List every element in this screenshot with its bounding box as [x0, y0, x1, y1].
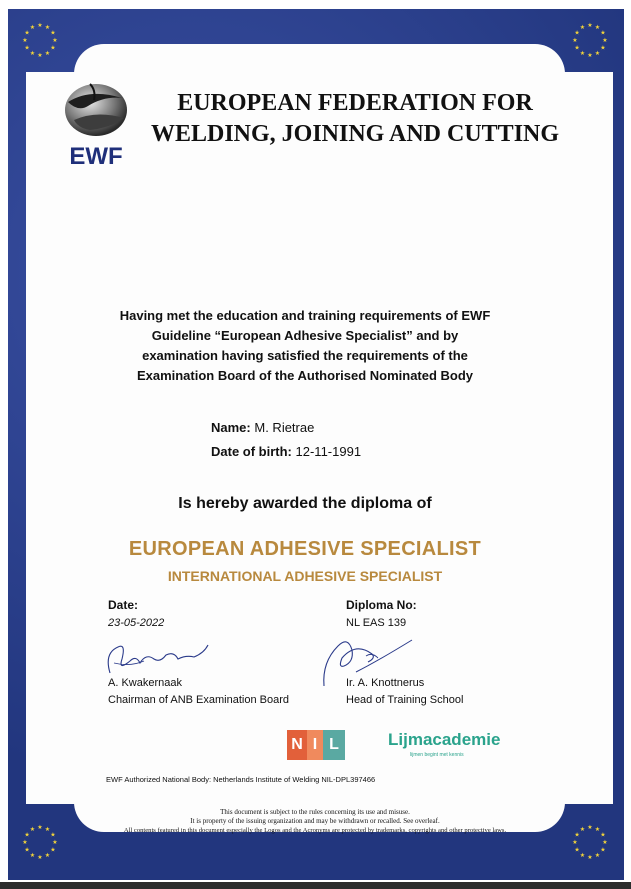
- footer-line: It is property of the issuing organization and may be withdrawn or recalled. See overleaf.: [190, 817, 440, 825]
- star-icon: ★: [594, 827, 601, 834]
- dob-value: 12-11-1991: [295, 444, 362, 459]
- star-icon: ★: [602, 840, 608, 846]
- star-icon: ★: [50, 30, 56, 37]
- star-icon: ★: [574, 847, 580, 854]
- star-icon: ★: [24, 30, 30, 37]
- star-icon: ★: [24, 847, 30, 854]
- star-icon: ★: [574, 30, 580, 37]
- star-icon: ★: [50, 45, 56, 52]
- ewf-logo: [60, 80, 132, 168]
- star-icon: ★: [579, 50, 586, 57]
- star-icon: ★: [579, 827, 586, 834]
- intro-line: Examination Board of the Authorised Nominated Body: [136, 368, 474, 383]
- star-icon: ★: [44, 827, 51, 834]
- star-icon: ★: [44, 852, 51, 859]
- intro-statement: [60, 306, 550, 386]
- eu-stars-icon: [18, 18, 62, 62]
- name-label: Name:: [211, 420, 251, 435]
- star-icon: ★: [44, 25, 51, 32]
- star-icon: ★: [600, 30, 606, 37]
- lijmacademie-logo-text: Lijmacademie: [388, 730, 501, 749]
- star-icon: ★: [574, 832, 580, 839]
- star-icon: ★: [50, 847, 56, 854]
- star-icon: ★: [37, 53, 43, 59]
- nil-logo: [287, 730, 345, 760]
- star-icon: ★: [52, 840, 58, 846]
- federation-title: [140, 88, 570, 150]
- title-line-1: EUROPEAN FEDERATION FOR: [177, 90, 533, 116]
- right-signatory-role: Head of Training School: [346, 694, 464, 706]
- intro-line: examination having satisfied the requirements of the: [142, 348, 468, 363]
- ewf-logo-text: EWF: [69, 143, 123, 168]
- diploma-title: EUROPEAN ADHESIVE SPECIALIST: [128, 538, 482, 560]
- star-icon: ★: [29, 50, 36, 57]
- diploma-subtitle: INTERNATIONAL ADHESIVE SPECIALIST: [167, 568, 443, 584]
- star-icon: ★: [29, 852, 36, 859]
- nil-logo-l: L: [323, 730, 345, 760]
- star-icon: ★: [44, 50, 51, 57]
- holder-name: [211, 420, 314, 435]
- nil-logo-i: I: [307, 730, 323, 760]
- dob-label: Date of birth:: [211, 444, 292, 459]
- star-icon: ★: [579, 852, 586, 859]
- footer-line: This document is subject to the rules concerning its use and misuse.: [220, 808, 410, 816]
- right-signatory-name: Ir. A. Knottnerus: [346, 677, 425, 689]
- bottom-edge: [0, 882, 631, 889]
- star-icon: ★: [29, 827, 36, 834]
- star-icon: ★: [600, 45, 606, 52]
- star-icon: ★: [29, 25, 36, 32]
- star-icon: ★: [50, 832, 56, 839]
- eu-stars-icon: [568, 18, 612, 62]
- left-signatory-role: Chairman of ANB Examination Board: [108, 694, 289, 706]
- left-signatory-name: A. Kwakernaak: [108, 677, 182, 689]
- intro-line: Having met the education and training requirements of EWF: [119, 308, 491, 323]
- star-icon: ★: [574, 45, 580, 52]
- star-icon: ★: [602, 38, 608, 44]
- star-icon: ★: [579, 25, 586, 32]
- star-icon: ★: [37, 825, 43, 831]
- star-icon: ★: [587, 855, 593, 861]
- title-line-2: WELDING, JOINING AND CUTTING: [150, 121, 560, 147]
- award-statement: Is hereby awarded the diploma of: [178, 495, 432, 512]
- lijmacademie-logo: [388, 730, 501, 758]
- name-value: M. Rietrae: [254, 420, 315, 435]
- star-icon: ★: [594, 50, 601, 57]
- star-icon: ★: [37, 23, 43, 29]
- diploma-number-value: NL EAS 139: [346, 617, 407, 629]
- star-icon: ★: [594, 852, 601, 859]
- date-value: 23-05-2022: [108, 617, 165, 629]
- star-icon: ★: [587, 23, 593, 29]
- star-icon: ★: [572, 38, 578, 44]
- star-icon: ★: [52, 38, 58, 44]
- star-icon: ★: [37, 855, 43, 861]
- star-icon: ★: [22, 840, 28, 846]
- star-icon: ★: [600, 847, 606, 854]
- nil-logo-n: N: [287, 730, 307, 760]
- footer-line: All contents featured in this document especially the Logos and the Acronyms are protected by trademarks, copyrights and other protective laws.: [123, 827, 507, 834]
- star-icon: ★: [587, 825, 593, 831]
- star-icon: ★: [587, 53, 593, 59]
- star-icon: ★: [600, 832, 606, 839]
- date-label: Date:: [108, 598, 139, 612]
- star-icon: ★: [594, 25, 601, 32]
- star-icon: ★: [24, 45, 30, 52]
- star-icon: ★: [24, 832, 30, 839]
- anb-statement: EWF Authorized National Body: Netherlands Institute of Welding NIL-DPL397466: [106, 775, 376, 784]
- diploma-number-label: Diploma No:: [346, 598, 417, 612]
- star-icon: ★: [572, 840, 578, 846]
- lijmacademie-tagline: lijmen begint met kennis: [410, 752, 464, 758]
- intro-line: Guideline “European Adhesive Specialist” and by: [151, 328, 459, 343]
- star-icon: ★: [22, 38, 28, 44]
- holder-dob: [211, 444, 361, 459]
